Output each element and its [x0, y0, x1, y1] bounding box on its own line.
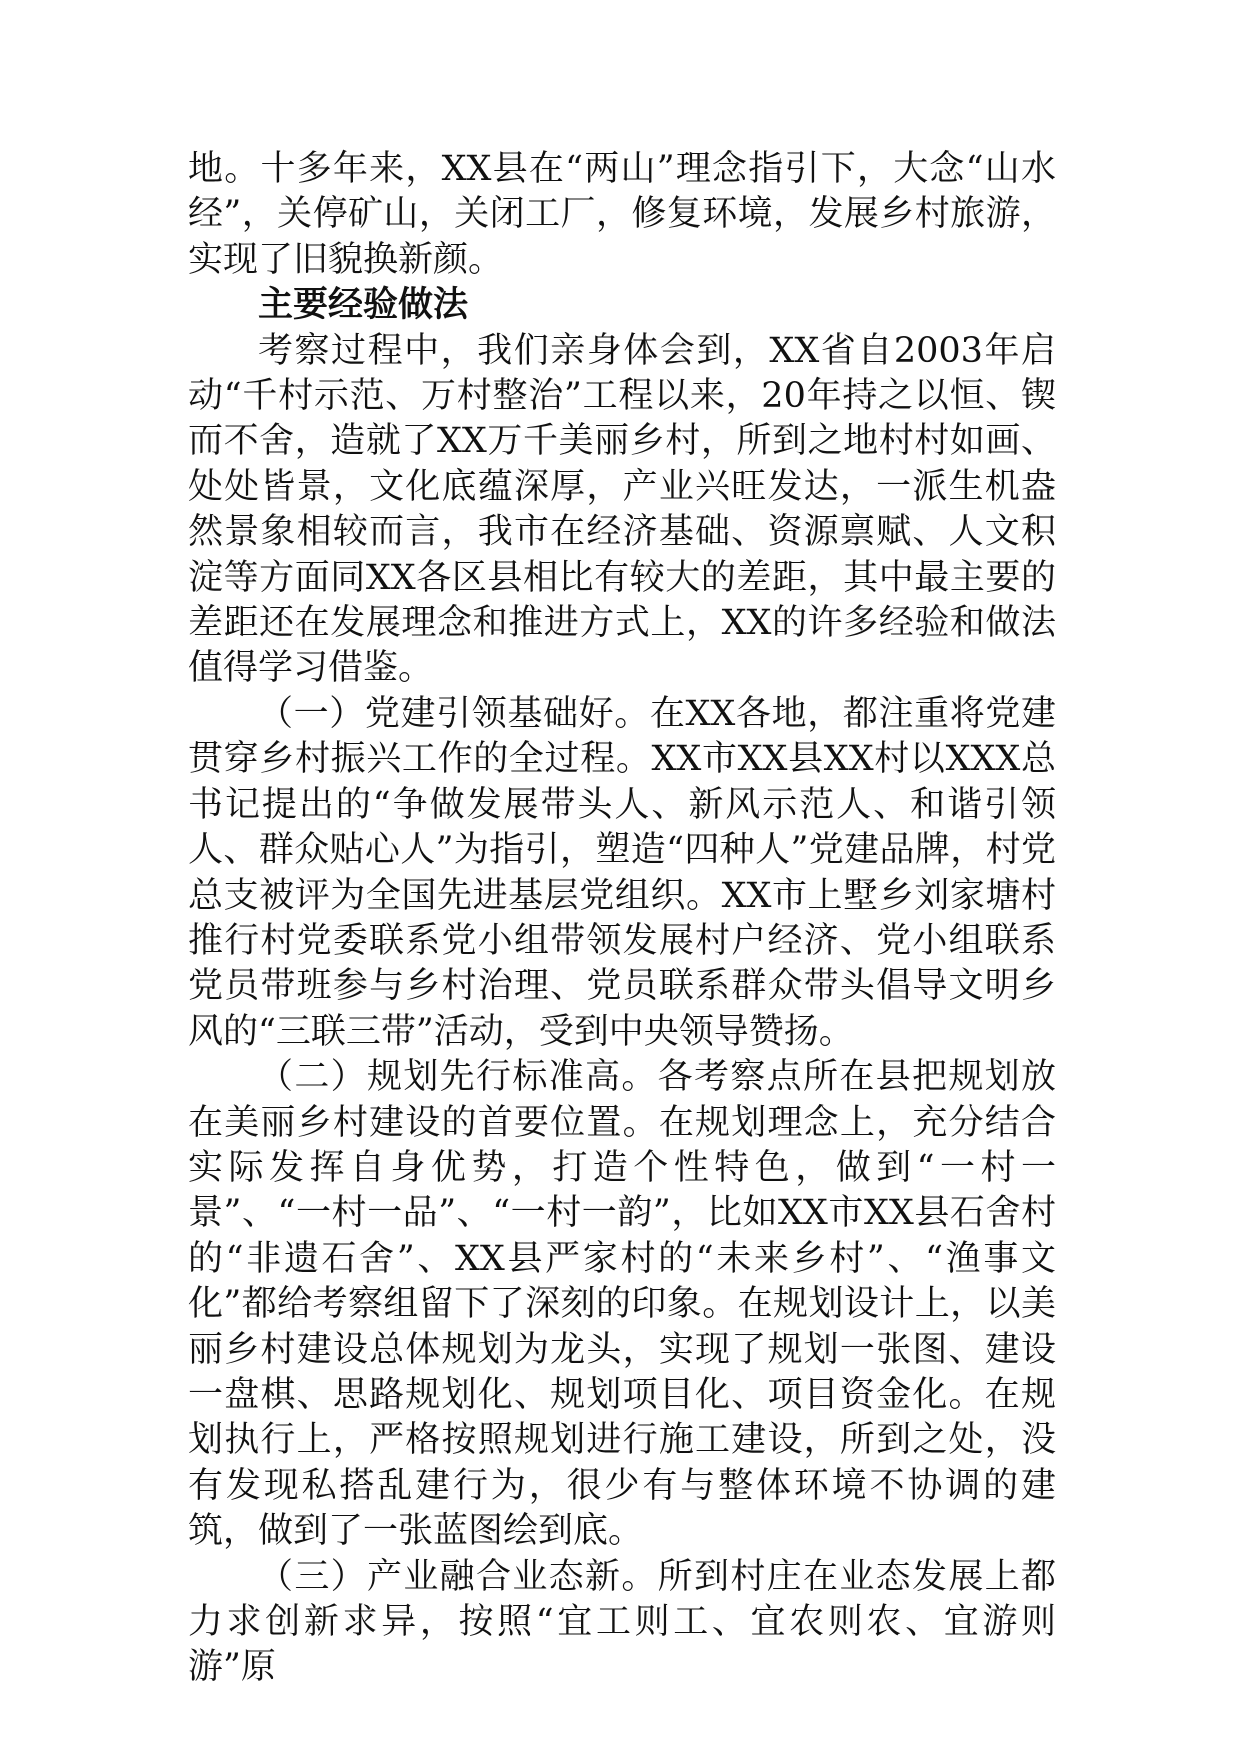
paragraph-continuation: 地。十多年来，XX县在“两山”理念指引下，大念“山水经”，关停矿山，关闭工厂，修复环境，发展乡村旅游，实现了旧貌换新颜。 — [188, 149, 1056, 280]
paragraph-intro: 考察过程中，我们亲身体会到，XX省自2003年启动“千村示范、万村整治”工程以来，20年持之以恒、锲而不舍，造就了XX万千美丽乡村，所到之地村村如画、处处皆景，文化底蕴深厚，产业兴旺发达，一派生机盎然景象相较而言，我市在经济基础、资源禀赋、人文积淀等方面同XX各区县相比有较大的差距，其中最主要的差距还在发展理念和推进方式上，XX的许多经验和做法值得学习借鉴。 — [188, 330, 1056, 689]
paragraph-point-1: （一）党建引领基础好。在XX各地，都注重将党建贯穿乡村振兴工作的全过程。XX市XX县XX村以XXX总书记提出的“争做发展带头人、新风示范人、和谐引领人、群众贴心人”为指引，塑造“四种人”党建品牌，村党总支被评为全国先进基层党组织。XX市上墅乡刘家塘村推行村党委联系党小组带领发展村户经济、党小组联系党员带班参与乡村治理、党员联系群众带头倡导文明乡风的“三联三带”活动，受到中央领导赞扬。 — [188, 693, 1056, 1052]
paragraph-point-3: （三）产业融合业态新。所到村庄在业态发展上都力求创新求异，按照“宜工则工、宜农则农、宜游则游”原 — [188, 1556, 1056, 1688]
section-heading: 主要经验做法 — [258, 285, 469, 326]
paragraph-point-2: （二）规划先行标准高。各考察点所在县把规划放在美丽乡村建设的首要位置。在规划理念上，充分结合实际发挥自身优势，打造个性特色，做到“一村一景”、“一村一品”、“一村一韵”，比如XX市XX县石舍村的“非遗石舍”、XX县严家村的“未来乡村”、“渔事文化”都给考察组留下了深刻的印象。在规划设计上，以美丽乡村建设总体规划为龙头，实现了规划一张图、建设一盘棋、思路规划化、规划项目化、项目资金化。在规划执行上，严格按照规划进行施工建设，所到之处，没有发现私搭乱建行为，很少有与整体环境不协调的建筑，做到了一张蓝图绘到底。 — [188, 1057, 1056, 1552]
document-body — [188, 147, 1056, 1691]
